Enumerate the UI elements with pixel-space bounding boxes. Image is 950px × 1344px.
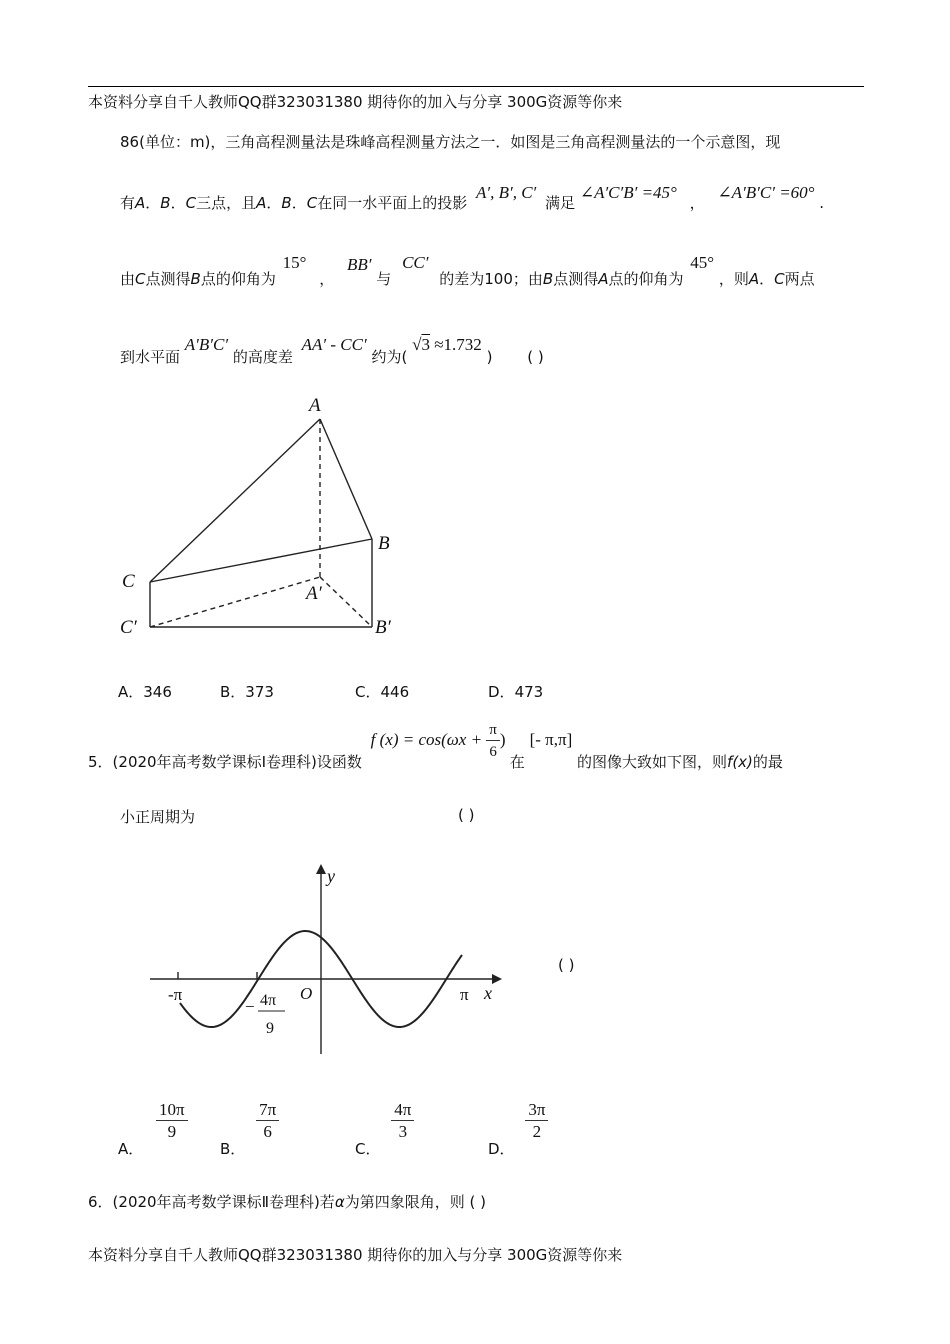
q6-text: 6．(2020年高考数学课标Ⅱ卷理科)若α为第四象限角，则 ( )	[88, 1193, 486, 1211]
sqrt3-approx: √3 ≈1.732	[412, 335, 482, 354]
edge-ab	[320, 419, 372, 539]
minus-sign: −	[245, 997, 255, 1016]
q4-text-line2: 有A．B．C三点，且A．B．C在同一水平面上的投影 A′, B′, C′ 满足 ∠A′C′B′ =45° ， ∠A′B′C′ =60° .	[120, 183, 825, 212]
page-header: 本资料分享自千人教师QQ群323031380 期待你的加入与分享 300G资源等你来	[88, 93, 623, 111]
q4-option-d[interactable]: D．473	[488, 683, 544, 701]
q5-text-line1: 5．(2020年高考数学课标Ⅰ卷理科)设函数 f (x) = cos(ωx + $\frac{\pi}{6}$ ) 在 [- π,π] 的图像大致如下图，则f(x)的最	[88, 722, 783, 772]
label-b1: B′	[375, 617, 391, 638]
projection-points: A′, B′, C′	[475, 183, 537, 202]
angle-acb: ∠A′C′B′ =45°	[579, 183, 677, 202]
q5-option-c[interactable]: C． $\frac{4\pi}{3}$	[355, 1100, 414, 1152]
height-difference: AA′ - CC′	[301, 335, 367, 354]
frac-denominator: 9	[266, 1020, 274, 1037]
segment-cc: CC′	[402, 253, 429, 272]
edge-cb	[150, 539, 372, 582]
origin-label: O	[300, 984, 313, 1003]
q4-text-line3: 由C点测得B点的仰角为 15° ， BB′ 与 CC′ 的差为100；由B点测得A点的仰角为 45° ，则A．C两点	[120, 253, 815, 288]
edge-a1b1	[320, 577, 372, 627]
q5-option-b[interactable]: B． $\frac{7\pi}{6}$	[220, 1100, 279, 1152]
x-axis-arrow	[492, 974, 502, 984]
label-a: A	[309, 395, 321, 416]
interval: [- π,π]	[529, 730, 573, 750]
segment-bb: BB′	[347, 255, 372, 274]
pi-label: π	[460, 985, 469, 1004]
neg-pi-label: -π	[168, 985, 183, 1004]
label-c: C	[122, 571, 135, 592]
x-axis-label: x	[484, 983, 492, 1003]
answer-blank: ( )	[527, 348, 544, 366]
y-axis-label: y	[327, 866, 335, 886]
function-definition: f (x) = cos(ωx + $\frac{\pi}{6}$ )	[370, 722, 506, 760]
plane-abc: A′B′C′	[184, 335, 229, 354]
graph-answer-blank: ( )	[558, 956, 575, 974]
q5-answer-blank: ( )	[458, 806, 475, 824]
angle-abc: ∠A′B′C′ =60°	[717, 183, 815, 202]
triangulation-figure	[110, 385, 410, 645]
page-footer: 本资料分享自千人教师QQ群323031380 期待你的加入与分享 300G资源等你来	[88, 1246, 623, 1264]
label-b: B	[378, 533, 390, 554]
label-a1: A′	[306, 583, 322, 604]
y-axis-arrow	[316, 864, 326, 874]
label-c1: C′	[120, 617, 137, 638]
q5-text-line2: 小正周期为	[120, 808, 196, 826]
angle-45: 45°	[690, 253, 715, 272]
q4-option-a[interactable]: A．346	[118, 683, 172, 701]
angle-15: 15°	[282, 253, 307, 272]
q4-text-line1: 86(单位：m)，三角高程测量法是珠峰高程测量方法之一．如图是三角高程测量法的一个示意图，现	[120, 133, 781, 151]
q5-option-d[interactable]: D． $\frac{3\pi}{2}$	[488, 1100, 548, 1152]
q5-option-a[interactable]: A． $\frac{10\pi}{9}$	[118, 1100, 188, 1152]
q4-option-b[interactable]: B．373	[220, 683, 274, 701]
header-rule	[88, 86, 864, 87]
frac-numerator: 4π	[260, 992, 277, 1009]
cosine-graph	[140, 862, 510, 1062]
q4-option-c[interactable]: C．446	[355, 683, 410, 701]
edge-ca	[150, 419, 320, 582]
edge-c1a1	[150, 577, 320, 627]
q4-text-line4: 到水平面 A′B′C′ 的高度差 AA′ - CC′ 约为( √3 ≈1.732 ) ( )	[120, 335, 544, 366]
